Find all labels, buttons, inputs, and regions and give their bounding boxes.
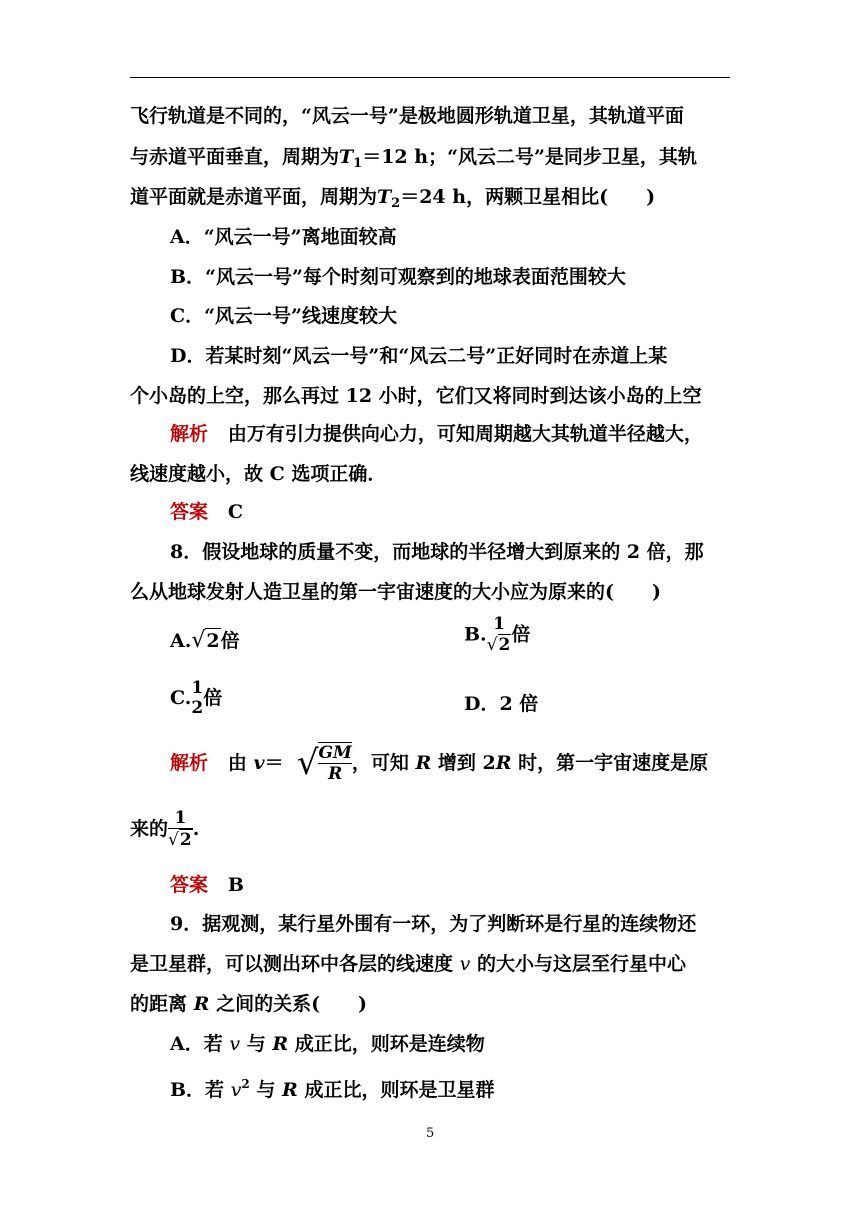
q7-solution-line-1: 解析 由万有引力提供向心力，可知周期越大其轨道半径越大， [170, 423, 703, 445]
solution-label: 解析 [170, 423, 209, 445]
answer-label: 答案 [170, 874, 209, 896]
q7-line-1: 飞行轨道是不同的，“风云一号”是极地圆形轨道卫星，其轨道平面 [130, 105, 684, 127]
q7-option-a: A．“风云一号”离地面较高 [170, 226, 397, 248]
q8-answer: 答案 B [170, 874, 244, 896]
q8-option-c: C. 1 2 倍 [170, 678, 223, 718]
solution-label: 解析 [170, 752, 209, 774]
q9-line-3: 的距离 R 之间的关系( ) [130, 993, 368, 1015]
q9-option-b: B．若 $v^2$ 与 R 成正比，则环是卫星群 [170, 1077, 495, 1101]
q8-line-1: 8．假设地球的质量不变，而地球的半径增大到原来的 2 倍，那 [170, 541, 704, 563]
q9-line-2: 是卫星群，可以测出环中各层的线速度 v 的大小与这层至行星中心 [130, 953, 687, 975]
q8-solution-line-2: 来的 $\frac{1}{√2}$ . [130, 808, 200, 850]
q7-line-2: 与赤道平面垂直，周期为$T_1=12$ h；“风云二号”是同步卫星，其轨 [130, 146, 697, 171]
q8-option-a: A.√2倍 [170, 628, 240, 653]
q7-option-d-line-1: D．若某时刻“风云一号”和“风云二号”正好同时在赤道上某 [170, 345, 668, 367]
q7-answer: 答案 C [170, 501, 243, 523]
q7-line-3: 道平面就是赤道平面，周期为$T_2=24$ h，两颗卫星相比( ) [130, 186, 656, 211]
header-rule [130, 77, 730, 78]
q7-solution-line-2: 线速度越小，故 C 选项正确． [130, 463, 387, 485]
page-number: 5 [426, 1126, 435, 1141]
q8-option-d: D．2 倍 [464, 693, 539, 715]
q9-option-a: A．若 v 与 R 成正比，则环是连续物 [170, 1033, 485, 1055]
q8-solution-line-1: 解析 由 v＝ √ $\frac{GM}{R}$ ，可知 R 增到 2R 时，第一宇宙速度是原 [170, 743, 709, 784]
answer-label: 答案 [170, 501, 209, 523]
q7-option-c: C．“风云一号”线速度较大 [170, 305, 397, 327]
q9-line-1: 9．据观测，某行星外围有一环，为了判断环是行星的连续物还 [170, 913, 697, 935]
q7-option-b: B．“风云一号”每个时刻可观察到的地球表面范围较大 [170, 266, 626, 288]
q8-option-b: B. 1 √2 倍 [464, 614, 531, 655]
q7-option-d-line-2: 个小岛的上空，那么再过 12 小时，它们又将同时到达该小岛的上空 [130, 385, 702, 407]
q8-line-2: 么从地球发射人造卫星的第一宇宙速度的大小应为原来的( ) [130, 581, 661, 603]
